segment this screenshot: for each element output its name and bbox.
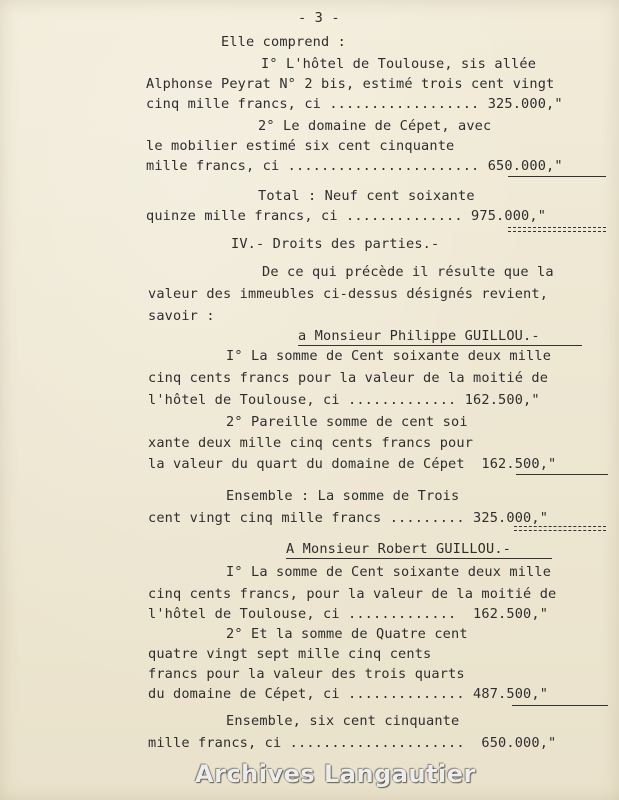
philippe-ensemble-underline-2	[514, 530, 606, 531]
total-underline-1	[508, 227, 606, 228]
robert-subtotal-underline	[512, 705, 608, 706]
robert-item2-line-2: quatre vingt sept mille cinq cents	[148, 646, 432, 662]
domaine-line-2: le mobilier estimé six cent cinquante	[146, 138, 455, 154]
philippe-item2-line-3: la valeur du quart du domaine de Cépet 162.500,"	[148, 456, 557, 472]
philippe-heading: a Monsieur Philippe GUILLOU.-	[298, 328, 540, 344]
robert-item1-line-3: l'hôtel de Toulouse, ci ............. 162.500,"	[148, 606, 549, 622]
intro-text: Elle comprend :	[221, 34, 347, 50]
philippe-item1-line-2: cinq cents francs pour la valeur de la moitié de	[148, 370, 549, 386]
philippe-item1-line-3: l'hôtel de Toulouse, ci ............. 162.500,"	[148, 392, 540, 408]
hotel-line-1: I° L'hôtel de Toulouse, sis allée	[261, 56, 537, 72]
robert-item2-line-3: francs pour la valeur des trois quarts	[148, 666, 465, 682]
philippe-ensemble-underline-1	[514, 526, 606, 527]
domaine-line-1: 2° Le domaine de Cépet, avec	[258, 118, 492, 134]
philippe-ensemble-line-2: cent vingt cinq mille francs ......... 325.000,"	[148, 510, 549, 526]
archives-watermark: Archives Langautier	[195, 760, 476, 788]
philippe-subtotal-underline	[516, 474, 608, 475]
hotel-line-3: cinq mille francs, ci .................. 325.000,"	[146, 96, 563, 112]
section-iv-heading: IV.- Droits des parties.-	[231, 236, 440, 252]
philippe-item2-line-1: 2° Pareille somme de cent soi	[226, 414, 468, 430]
philippe-item1-line-1: I° La somme de Cent soixante deux mille	[226, 348, 552, 364]
section-iv-para-line-3: savoir :	[148, 308, 215, 324]
robert-heading-underline	[286, 558, 552, 559]
robert-item1-line-1: I° La somme de Cent soixante deux mille	[226, 564, 552, 580]
total-underline-2	[508, 231, 606, 232]
total-line-1: Total : Neuf cent soixante	[258, 188, 475, 204]
section-iv-para-line-2: valeur des immeubles ci-dessus désignés revient,	[148, 286, 549, 302]
domaine-line-3: mille francs, ci ....................... 650.000,"	[146, 158, 563, 174]
philippe-heading-underline	[298, 345, 582, 346]
hotel-line-2: Alphonse Peyrat N° 2 bis, estimé trois cent vingt	[146, 76, 555, 92]
robert-ensemble-line-1: Ensemble, six cent cinquante	[226, 713, 460, 729]
total-line-2: quinze mille francs, ci .............. 975.000,"	[146, 208, 547, 224]
philippe-item2-line-2: xante deux mille cinq cents francs pour	[148, 435, 474, 451]
section-iv-para-line-1: De ce qui précède il résulte que la	[262, 264, 554, 280]
page-number: - 3 -	[298, 10, 340, 26]
philippe-ensemble-line-1: Ensemble : La somme de Trois	[226, 488, 460, 504]
subtotal-underline	[508, 176, 606, 177]
robert-ensemble-line-2: mille francs, ci ..................... 650.000,"	[148, 735, 557, 751]
robert-heading: A Monsieur Robert GUILLOU.-	[286, 541, 512, 557]
robert-item1-line-2: cinq cents francs, pour la valeur de la moitié de	[148, 586, 557, 602]
robert-item2-line-4: du domaine de Cépet, ci .............. 487.500,"	[148, 686, 549, 702]
robert-item2-line-1: 2° Et la somme de Quatre cent	[226, 626, 468, 642]
